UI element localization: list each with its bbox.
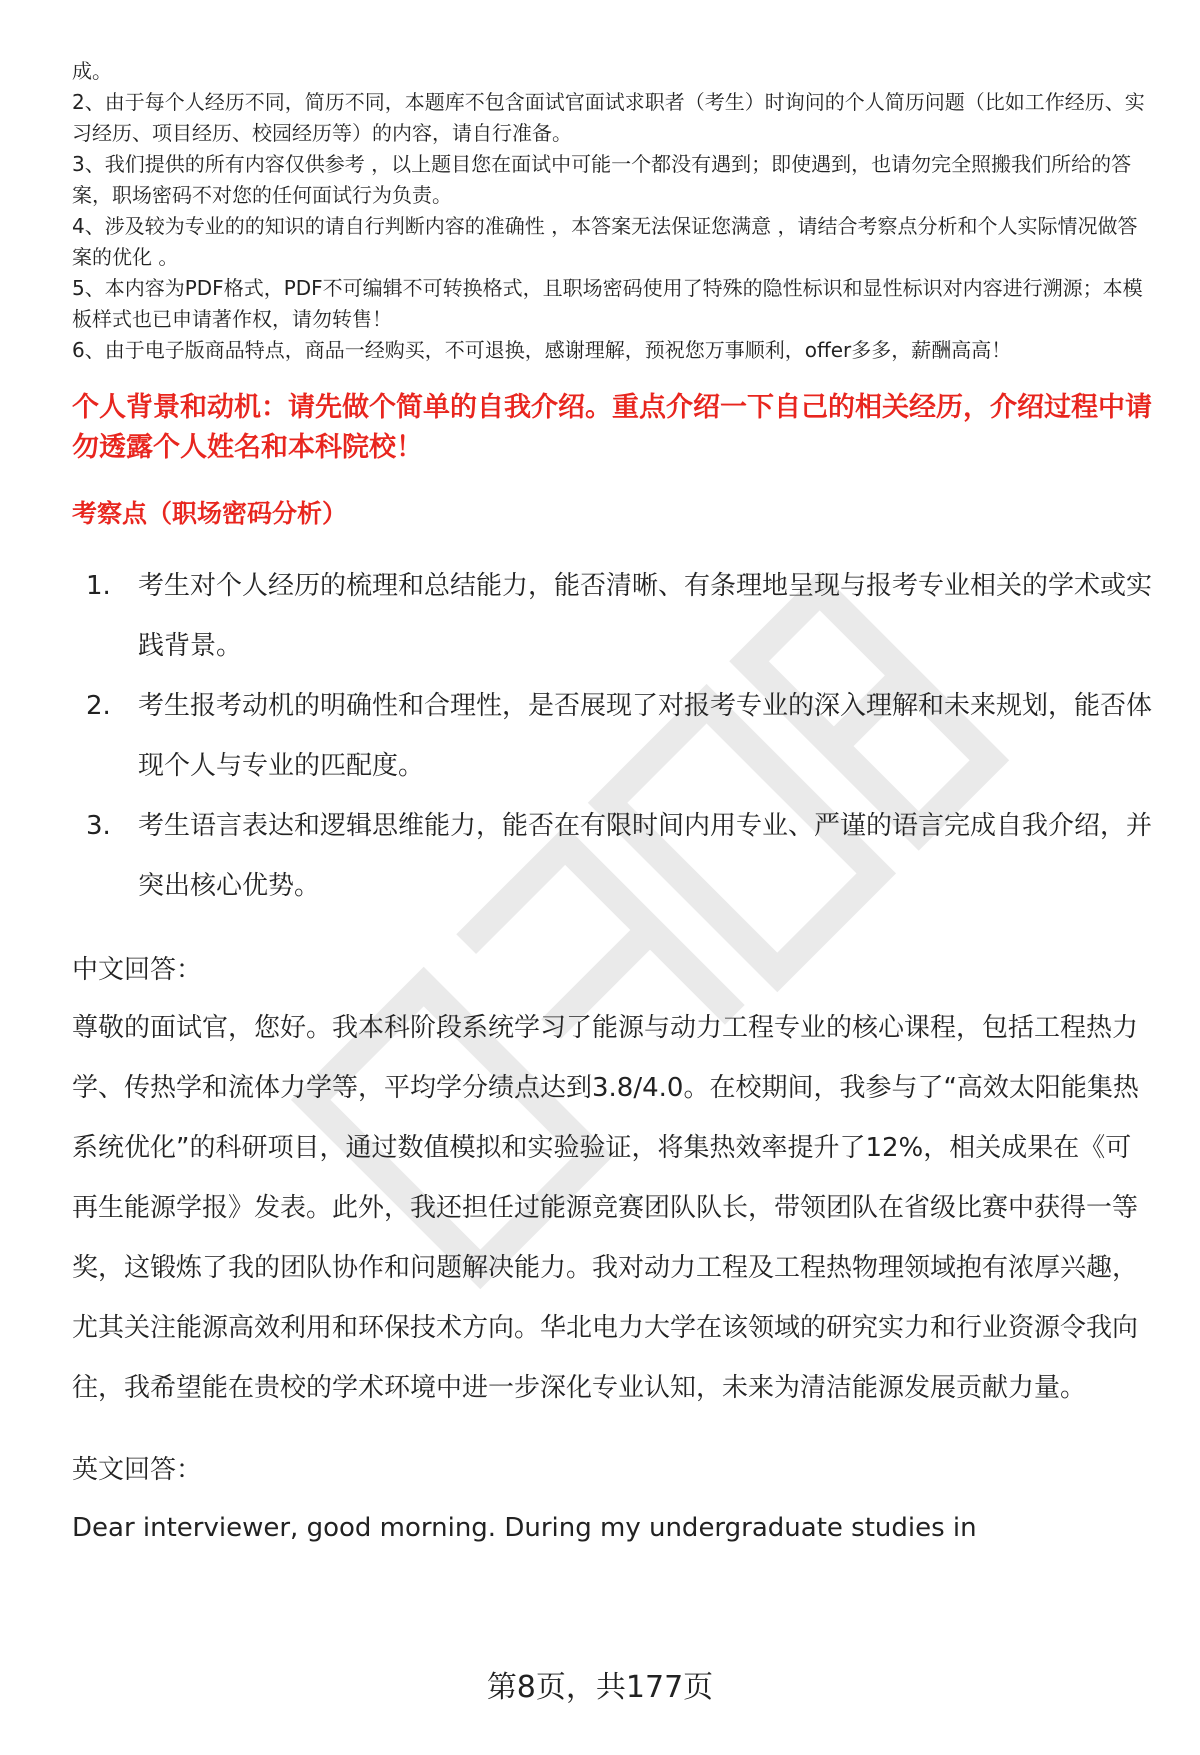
analysis-title: 考察点（职场密码分析） xyxy=(72,499,348,528)
note-item: 3、我们提供的所有内容仅供参考 ，以上题目您在面试中可能一个都没有遇到；即使遇到，也请勿完全照搬我们所给的答案，职场密码不对您的任何面试行为负责。 xyxy=(72,152,1132,207)
disclaimer-notes xyxy=(72,56,1157,366)
chinese-answer: 尊敬的面试官，您好。我本科阶段系统学习了能源与动力工程专业的核心课程，包括工程热力学、传热学和流体力学等，平均学分绩点达到3.8/4.0。在校期间，我参与了“高效太阳能集热系统优化”的科研项目，通过数值模拟和实验验证，将集热效率提升了12%，相关成果在《可再生能源学报》发表。此外，我还担任过能源竞赛团队队长，带领团队在省级比赛中获得一等奖，这锻炼了我的团队协作和问题解决能力。我对动力工程及工程热物理领域抱有浓厚兴趣，尤其关注能源高效利用和环保技术方向。华北电力大学在该领域的研究实力和行业资源令我向往，我希望能在贵校的学术环境中进一步深化专业认知，未来为清洁能源发展贡献力量。 xyxy=(72,1013,1139,1403)
note-item: 6、由于电子版商品特点，商品一经购买，不可退换，感谢理解，预祝您万事顺利，offer多多，薪酬高高！ xyxy=(72,338,1012,362)
note-item: 成。 xyxy=(72,59,112,83)
note-item: 5、本内容为PDF格式，PDF不可编辑不可转换格式，且职场密码使用了特殊的隐性标识和显性标识对内容进行溯源；本模板样式也已申请著作权，请勿转售！ xyxy=(72,276,1143,331)
page-number: 第8页，共177页 xyxy=(486,1670,714,1705)
point-text: 考生语言表达和逻辑思维能力，能否在有限时间内用专业、严谨的语言完成自我介绍，并突出核心优势。 xyxy=(138,811,1153,901)
note-item: 4、涉及较为专业的的知识的请自行判断内容的准确性 ，本答案无法保证您满意 ，请结合考察点分析和个人实际情况做答案的优化 。 xyxy=(72,214,1138,269)
point-text: 考生对个人经历的梳理和总结能力，能否清晰、有条理地呈现与报考专业相关的学术或实践背景。 xyxy=(138,571,1153,661)
analysis-points xyxy=(72,556,1157,916)
question-heading: 个人背景和动机：请先做个简单的自我介绍。重点介绍一下自己的相关经历，介绍过程中请勿透露个人姓名和本科院校！ xyxy=(72,392,1152,463)
analysis-point xyxy=(72,556,1157,676)
analysis-point xyxy=(72,796,1157,916)
point-number: 2. xyxy=(86,691,111,721)
point-text: 考生报考动机的明确性和合理性，是否展现了对报考专业的深入理解和未来规划，能否体现个人与专业的匹配度。 xyxy=(138,691,1153,781)
point-number: 1. xyxy=(86,571,111,601)
chinese-answer-label: 中文回答： xyxy=(72,955,203,985)
note-item: 2、由于每个人经历不同，简历不同，本题库不包含面试官面试求职者（考生）时询问的个人简历问题（比如工作经历、实习经历、项目经历、校园经历等）的内容，请自行准备。 xyxy=(72,90,1145,145)
point-number: 3. xyxy=(86,811,111,841)
page-content xyxy=(72,56,1157,1558)
english-answer-label: 英文回答： xyxy=(72,1455,203,1485)
english-answer: Dear interviewer, good morning. During my undergraduate studies in xyxy=(72,1513,977,1543)
analysis-point xyxy=(72,676,1157,796)
